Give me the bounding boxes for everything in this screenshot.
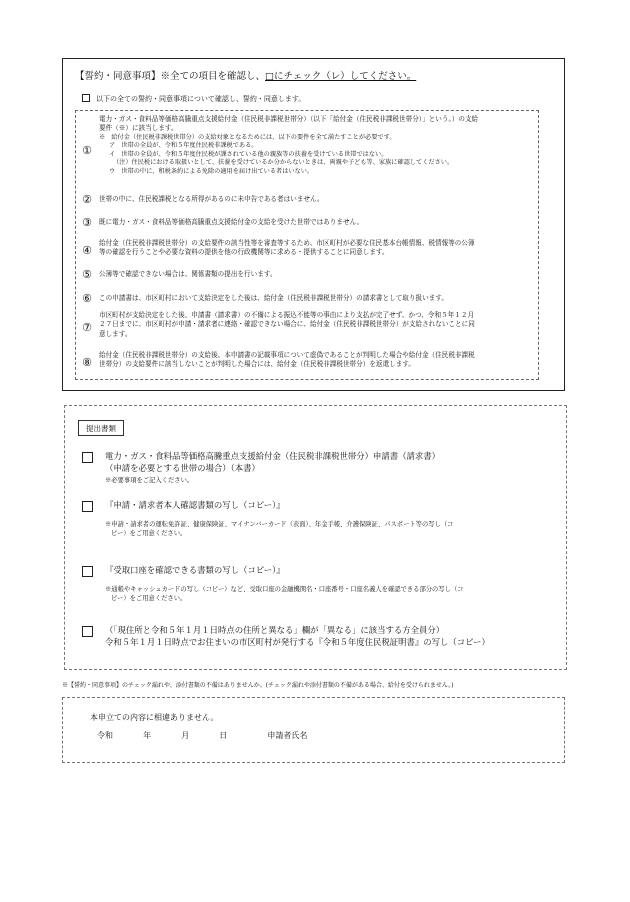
document-checkbox[interactable] xyxy=(82,566,93,577)
declaration-statement: 本申立ての内容に相違ありません。 xyxy=(90,713,219,722)
item-number: ⑧ xyxy=(82,356,92,369)
day-label: 日 xyxy=(219,731,228,740)
checklist-footnote: ※【誓約・同意事項】のチェック漏れや、添付書類の不備はありませんか。(チェック漏れや添付書類の不備がある場合、給付を受けられません。) xyxy=(62,682,454,689)
era-label: 令和 xyxy=(97,731,113,740)
item-number: ④ xyxy=(82,244,92,257)
item-number: ⑤ xyxy=(82,268,92,281)
item-number: ② xyxy=(82,193,92,206)
document-item-application: 電力・ガス・食料品等価格高騰重点支援給付金（住民税非課税世帯分）申請書（請求書） （申請を必要とする世帯の場合）（本書） xyxy=(105,451,440,473)
oath-item-7: 市区町村が支給決定をした後、申請書（請求書）の不備による振込不能等の事由により支払が完了せず、かつ、令和５年１２月 ２７日までに、市区町村が申請・請求者に連絡・確認できない場合に、給付金（住民税非課税世帯分）が支給されないことに同 意します。 xyxy=(99,311,475,338)
document-item-bank: 『受取口座を確認できる書類の写し（コピー）』 xyxy=(105,565,285,575)
oath-item-6: この申請書は、市区町村において支給決定をした後は、給付金（住民税非課税世帯分）の請求書として取り扱います。 xyxy=(99,294,448,302)
document-checkbox[interactable] xyxy=(82,452,93,463)
agree-all-checkbox[interactable] xyxy=(82,94,90,102)
oath-item-8: 給付金（住民税非課税世帯分）の支給後、本申請書の記載事項について虚偽であることが判明した場合や給付金（住民税非課税 世帯分）の支給要件に該当しないことが判明した場合には、給付金（住民税非課税世帯分）を返還します。 xyxy=(99,351,475,369)
document-note: ※必要事項をご記入ください。 xyxy=(105,477,194,484)
oath-item-3: 既に電力・ガス・食料品等価格高騰重点支援給付金の支給を受けた世帯ではありません。 xyxy=(99,218,364,226)
oath-item-1: 電力・ガス・食料品等価格高騰重点支援給付金（住民税非課税世帯分）（以下「給付金（住民税非課税世帯分）」という。）の支給 要件（※）に該当します。 xyxy=(99,115,479,133)
item-number: ⑥ xyxy=(82,292,92,305)
item-number: ③ xyxy=(82,216,92,229)
document-checkbox[interactable] xyxy=(82,501,93,512)
item-number: ① xyxy=(82,144,92,157)
agree-all-row[interactable]: 以下の全ての誓約・同意事項について確認し、誓約・同意します。 xyxy=(82,94,305,104)
oath-item-5: 公簿等で確認できない場合は、関係書類の提出を行います。 xyxy=(99,270,277,278)
oath-heading: 【誓約・同意事項】※全ての項目を確認し、□にチェック（レ）してください。 xyxy=(75,71,417,82)
month-label: 月 xyxy=(181,731,190,740)
document-item-tax-certificate: （「現住所と令和５年１月１日時点の住所と異なる」欄が「異なる」に該当する方全員分） 令和５年１月１日時点でお住まいの市区町村が発行する『令和５年度住民税証明書』の写し（コピー） xyxy=(105,625,490,647)
year-label: 年 xyxy=(143,731,152,740)
documents-tab-label: 提出書類 xyxy=(78,420,124,436)
requirement-notes: ※ 給付金（住民税非課税世帯分）の支給対象となるためには、以下の要件を全て満たすことが必要です。 ア 世帯の全員が、令和５年度住民税非課税である。 イ 世帯の全員が、令和５年度住民税が課されている他の親族等の扶養を受けている世帯ではない。 （注）住民税における取扱いとして、扶養を受けているか分からないときは、両親や子ども等、家族に確認してください。 ウ 世帯の中に、租税条約による免除の適用を届け出ている者はいない。 xyxy=(99,134,454,175)
item-number: ⑦ xyxy=(82,321,92,334)
oath-item-4: 給付金（住民税非課税世帯分）の支給要件の該当性等を審査等するため、市区町村が必要な住民基本台帳情報、税情報等の公簿 等の確認を行うことや必要な資料の提供を他の行政機関等に求める・提供することに同意します。 xyxy=(99,239,475,257)
declaration-date-row xyxy=(97,730,307,741)
applicant-name-label: 申請者氏名 xyxy=(267,731,308,740)
document-item-id: 『申請・請求者本人確認書類の写し（コピー）』 xyxy=(105,500,285,510)
document-note: ※申請・請求者の運転免許証、健康保険証、マイナンバーカード（表面）、年金手帳、介護保険証、パスポート等の写し（コ ピー）をご用意ください。 xyxy=(105,521,454,537)
oath-item-2: 世帯の中に、住民税課税となる所得があるのに未申告である者はいません。 xyxy=(99,195,324,203)
document-note: ※通帳やキャッシュカードの写し（コピー）など、受取口座の金融機関名・口座番号・口座名義人を確認できる部分の写し（コ ピー）をご用意ください。 xyxy=(105,586,464,602)
document-checkbox[interactable] xyxy=(82,626,93,637)
